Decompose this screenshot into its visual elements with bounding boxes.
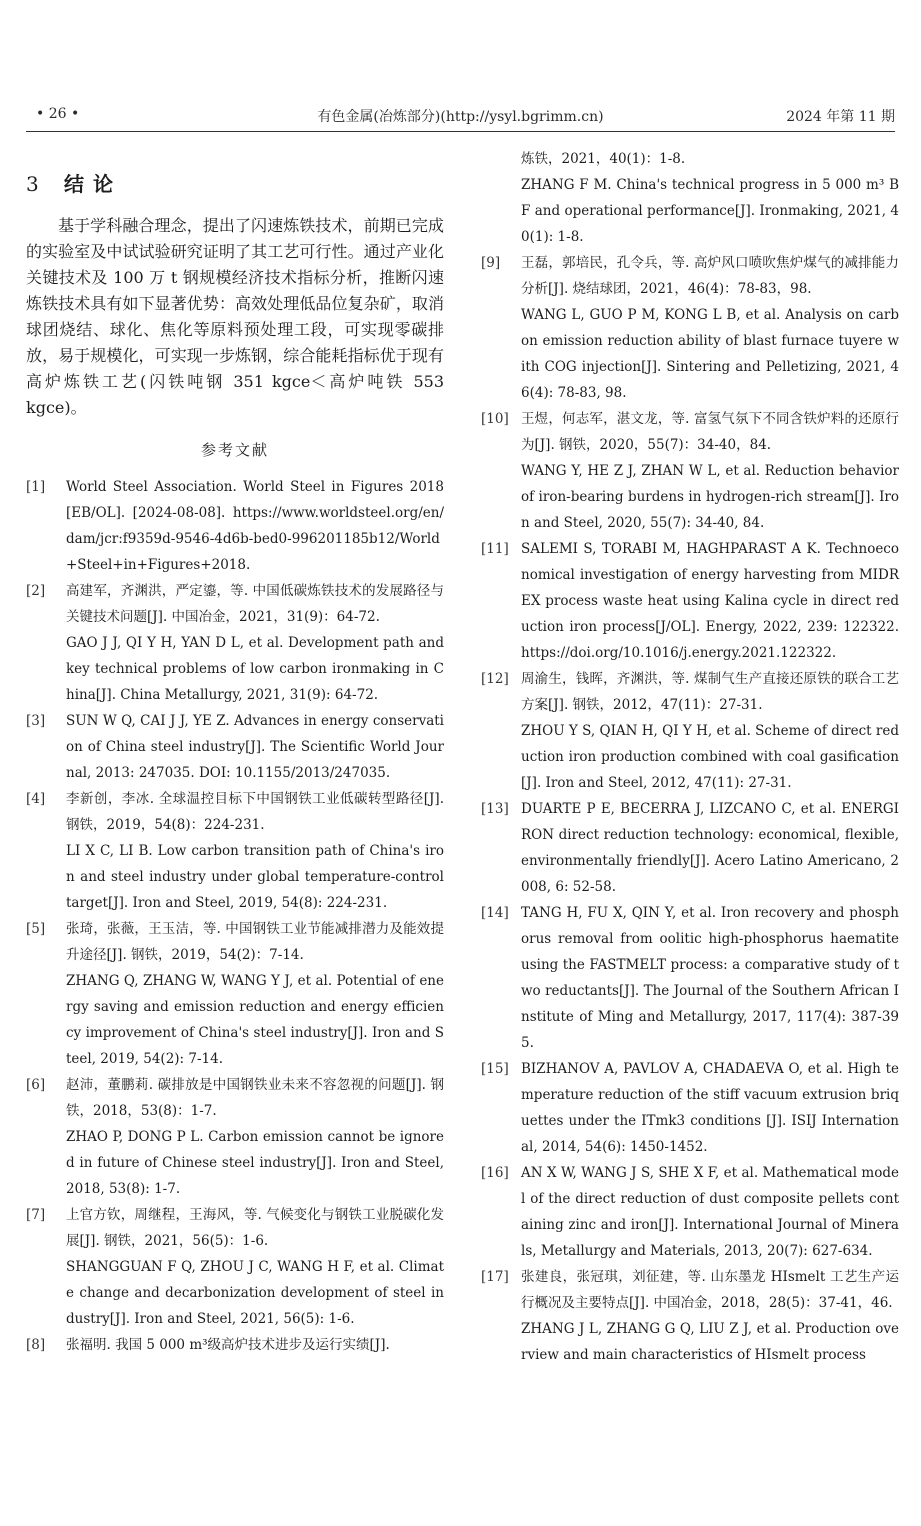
reference-item (481, 536, 899, 666)
reference-text (521, 666, 899, 796)
section-title: 结 论 (64, 172, 114, 196)
reference-item (481, 1056, 899, 1160)
header-divider (26, 131, 895, 132)
reference-text (521, 1160, 899, 1264)
page-number: • 26 • (36, 106, 80, 122)
reference-list-right (481, 250, 899, 1368)
reference-continuation (521, 146, 899, 250)
reference-number: [3] (26, 713, 46, 729)
reference-line: ZHANG F M. China's technical progress in 5 000 m³ BF and operational performance[J]. Ironmaking, 2021, 40(1): 1-8. (521, 177, 899, 245)
reference-line: WANG L, GUO P M, KONG L B, et al. Analysis on carbon emission reduction ability of blast furnace tuyere with COG injection[J]. Sintering and Pelletizing, 2021, 46(4): 78-83, 98. (521, 307, 899, 401)
reference-item (26, 1072, 444, 1202)
reference-line: DUARTE P E, BECERRA J, LIZCANO C, et al. ENERGIRON direct reduction technology: economical, flexible, environmentally friendly[J]. Acero Latino Americano, 2008, 6: 52-58. (521, 801, 899, 895)
reference-number: [12] (481, 671, 509, 687)
reference-line: ZHOU Y S, QIAN H, QI Y H, et al. Scheme of direct reduction iron production combined with coal gasification[J]. Iron and Steel, 2012, 47(11): 27-31. (521, 723, 899, 791)
right-column (481, 146, 899, 1368)
reference-item (481, 1160, 899, 1264)
reference-text (66, 708, 444, 786)
reference-text (66, 916, 444, 1072)
reference-number: [8] (26, 1337, 46, 1353)
reference-item (481, 796, 899, 900)
reference-item (481, 1264, 899, 1368)
reference-line: 张琦，张薇，王玉洁，等. 中国钢铁工业节能减排潜力及能效提升途径[J]. 钢铁，2019，54(2)：7-14. (66, 921, 444, 963)
reference-item (481, 900, 899, 1056)
reference-line: TANG H, FU X, QIN Y, et al. Iron recovery and phosphorus removal from oolitic high-phosphorus haematite using the FASTMELT process: a comparative study of two reductants[J]. The Journal of the Southern African Institute of Ming and Metallurgy, 2017, 117(4): 387-395. (521, 905, 899, 1051)
reference-line: LI X C, LI B. Low carbon transition path of China's iron and steel industry under global temperature-control target[J]. Iron and Steel, 2019, 54(8): 224-231. (66, 843, 444, 911)
reference-item (26, 916, 444, 1072)
issue-label: 2024 年第 11 期 (786, 109, 895, 125)
reference-line: GAO J J, QI Y H, YAN D L, et al. Development path and key technical problems of low carbon ironmaking in China[J]. China Metallurgy, 2021, 31(9): 64-72. (66, 635, 444, 703)
reference-number: [1] (26, 479, 46, 495)
reference-line: ZHANG Q, ZHANG W, WANG Y J, et al. Potential of energy saving and emission reduction and energy efficiency improvement of China's steel industry[J]. Iron and Steel, 2019, 54(2): 7-14. (66, 973, 444, 1067)
reference-line: SUN W Q, CAI J J, YE Z. Advances in energy conservation of China steel industry[J]. The Scientific World Journal, 2013: 247035. DOI: 10.1155/2013/247035. (66, 713, 444, 781)
reference-item (481, 250, 899, 406)
reference-text (521, 250, 899, 406)
reference-line: ZHAO P, DONG P L. Carbon emission cannot be ignored in future of Chinese steel industry[J]. Iron and Steel, 2018, 53(8): 1-7. (66, 1129, 444, 1197)
reference-number: [17] (481, 1269, 509, 1285)
reference-line: 周渝生，钱晖，齐渊洪，等. 煤制气生产直接还原铁的联合工艺方案[J]. 钢铁，2012，47(11)：27-31. (521, 671, 899, 713)
reference-line: WANG Y, HE Z J, ZHAN W L, et al. Reduction behavior of iron-bearing burdens in hydrogen-rich stream[J]. Iron and Steel, 2020, 55(7): 34-40, 84. (521, 463, 899, 531)
reference-item (481, 666, 899, 796)
reference-number: [4] (26, 791, 46, 807)
reference-line: ZHANG J L, ZHANG G Q, LIU Z J, et al. Production overview and main characteristics of HIsmelt process (521, 1321, 899, 1363)
reference-line: 李新创，李冰. 全球温控目标下中国钢铁工业低碳转型路径[J]. 钢铁，2019，54(8)：224-231. (66, 791, 444, 833)
reference-line: 张福明. 我国 5 000 m³级高炉技术进步及运行实绩[J]. (66, 1337, 390, 1353)
reference-line: SHANGGUAN F Q, ZHOU J C, WANG H F, et al. Climate change and decarbonization development of steel industry[J]. Iron and Steel, 2021, 56(5): 1-6. (66, 1259, 444, 1327)
left-column (26, 146, 444, 1358)
reference-number: [13] (481, 801, 509, 817)
reference-item (481, 406, 899, 536)
reference-item (26, 474, 444, 578)
conclusion-paragraph: 基于学科融合理念，提出了闪速炼铁技术，前期已完成的实验室及中试试验研究证明了其工艺可行性。通过产业化关键技术及 100 万 t 钢规模经济技术指标分析，推断闪速炼铁技术具有如下显著优势：高效处理低品位复杂矿，取消球团烧结、球化、焦化等原料预处理工段，可实现零碳排放，易于规模化，可实现一步炼钢，综合能耗指标优于现有高炉炼铁工艺(闪铁吨钢 351 kgce＜高炉吨铁 553 kgce)。 (26, 216, 444, 417)
reference-text (66, 1332, 444, 1358)
reference-number: [6] (26, 1077, 46, 1093)
reference-text (66, 578, 444, 708)
references-heading: 参考文献 (200, 441, 269, 459)
section-heading (26, 168, 444, 197)
reference-line: AN X W, WANG J S, SHE X F, et al. Mathematical model of the direct reduction of dust composite pellets containing zinc and iron[J]. International Journal of Minerals, Metallurgy and Materials, 2013, 20(7): 627-634. (521, 1165, 899, 1259)
reference-line: SALEMI S, TORABI M, HAGHPARAST A K. Technoeconomical investigation of energy harvesting from MIDREX process waste heat using Kalina cycle in direct reduction iron process[J/OL]. Energy, 2022, 239: 122322. https://doi.org/10.1016/j.energy.2021.122322. (521, 541, 899, 661)
running-header (26, 104, 895, 130)
reference-item (26, 578, 444, 708)
reference-text (66, 474, 444, 578)
reference-text (66, 1202, 444, 1332)
reference-number: [11] (481, 541, 509, 557)
reference-text (521, 406, 899, 536)
reference-number: [16] (481, 1165, 509, 1181)
reference-line: 炼铁，2021，40(1)：1-8. (521, 151, 686, 167)
reference-number: [2] (26, 583, 46, 599)
reference-number: [14] (481, 905, 509, 921)
reference-number: [9] (481, 255, 501, 271)
reference-number: [7] (26, 1207, 46, 1223)
journal-name: 有色金属(冶炼部分)(http://ysyl.bgrimm.cn) (317, 109, 604, 125)
reference-line: BIZHANOV A, PAVLOV A, CHADAEVA O, et al. High temperature reduction of the stiff vacuum extrusion briquettes under the ITmk3 conditions [J]. ISIJ International, 2014, 54(6): 1450-1452. (521, 1061, 899, 1155)
reference-item (26, 1332, 444, 1358)
reference-text (66, 1072, 444, 1202)
reference-text (521, 536, 899, 666)
reference-text (521, 796, 899, 900)
reference-list-left (26, 474, 444, 1358)
reference-item (26, 1202, 444, 1332)
reference-text (521, 1056, 899, 1160)
reference-line: World Steel Association. World Steel in Figures 2018 [EB/OL]. [2024-08-08]. https://www.worldsteel.org/en/dam/jcr:f9359d-9546-4d6b-bed0-996201185b12/World+Steel+in+Figures+2018. (66, 479, 444, 573)
reference-text (66, 786, 444, 916)
reference-line: 上官方钦，周继程，王海风，等. 气候变化与钢铁工业脱碳化发展[J]. 钢铁，2021，56(5)：1-6. (66, 1207, 444, 1249)
reference-line: 赵沛，董鹏莉. 碳排放是中国钢铁业未来不容忽视的问题[J]. 钢铁，2018，53(8)：1-7. (66, 1077, 444, 1119)
reference-number: [5] (26, 921, 46, 937)
reference-line: 王煜，何志军，湛文龙，等. 富氢气氛下不同含铁炉料的还原行为[J]. 钢铁，2020，55(7)：34-40，84. (521, 411, 899, 453)
reference-number: [10] (481, 411, 509, 427)
reference-item (26, 708, 444, 786)
reference-text (521, 1264, 899, 1368)
reference-line: 张建良，张冠琪，刘征建，等. 山东墨龙 HIsmelt 工艺生产运行概况及主要特点[J]. 中国冶金，2018，28(5)：37-41，46. (521, 1269, 899, 1311)
reference-line: 王磊，郭培民，孔令兵，等. 高炉风口喷吹焦炉煤气的减排能力分析[J]. 烧结球团，2021，46(4)：78-83，98. (521, 255, 899, 297)
reference-line: 高建军，齐渊洪，严定鎏，等. 中国低碳炼铁技术的发展路径与关键技术问题[J]. 中国冶金，2021，31(9)：64-72. (66, 583, 444, 625)
section-number: 3 (26, 172, 40, 196)
reference-number: [15] (481, 1061, 509, 1077)
reference-item (26, 786, 444, 916)
reference-text (521, 900, 899, 1056)
